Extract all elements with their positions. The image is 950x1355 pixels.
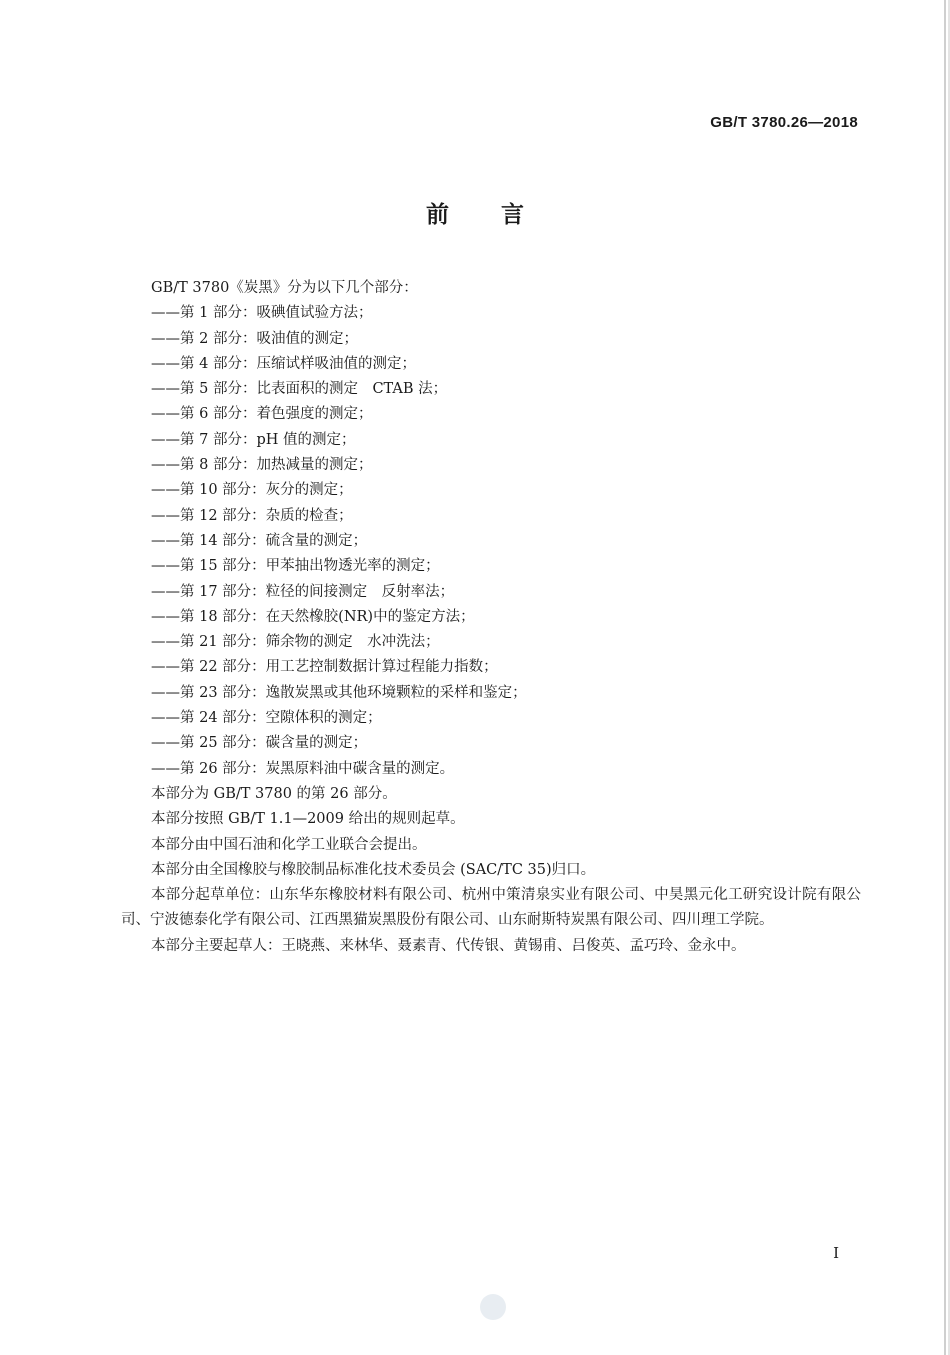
intro-line: GB/T 3780《炭黑》分为以下几个部分： — [151, 280, 418, 296]
proposed-by: 本部分由中国石油和化学工业联合会提出。 — [151, 836, 427, 853]
standard-code: GB/T 3780.26—2018 — [710, 114, 858, 131]
part-item: ——第 12 部分：杂质的检查； — [151, 507, 353, 524]
document-body — [121, 276, 861, 959]
part-item: ——第 1 部分：吸碘值试验方法； — [151, 305, 373, 322]
part-item: ——第 24 部分：空隙体积的测定； — [151, 710, 382, 727]
part-item: ——第 23 部分：逸散炭黑或其他环境颗粒的采样和鉴定； — [151, 684, 527, 701]
page-number: I — [833, 1244, 839, 1262]
part-item: ——第 17 部分：粒径的间接测定 反射率法； — [151, 583, 455, 600]
part-item: ——第 2 部分：吸油值的测定； — [151, 330, 358, 347]
watermark-logo-icon — [480, 1294, 506, 1320]
part-item: ——第 18 部分：在天然橡胶(NR)中的鉴定方法； — [151, 608, 475, 625]
part-item: ——第 21 部分：筛余物的测定 水冲洗法； — [151, 634, 440, 651]
part-item: ——第 14 部分：硫含量的测定； — [151, 532, 368, 549]
part-item: ——第 22 部分：用工艺控制数据计算过程能力指数； — [151, 659, 498, 676]
drafting-units: 本部分起草单位：山东华东橡胶材料有限公司、杭州中策清泉实业有限公司、中昊黑元化工研究设计院有限公司、宁波德泰化学有限公司、江西黑猫炭黑股份有限公司、山东耐斯特炭黑有限公司、四川理工学院。 — [121, 887, 861, 929]
part-item: ——第 8 部分：加热减量的测定； — [151, 457, 373, 474]
part-list — [121, 301, 861, 782]
part-item: ——第 25 部分：碳含量的测定； — [151, 735, 368, 752]
part-item: ——第 15 部分：甲苯抽出物透光率的测定； — [151, 558, 440, 575]
drafting-rules: 本部分按照 GB/T 1.1—2009 给出的规则起草。 — [151, 811, 465, 828]
page-title: 前言 — [426, 202, 576, 228]
part-item: ——第 26 部分：炭黑原料油中碳含量的测定。 — [151, 760, 455, 777]
part-item: ——第 10 部分：灰分的测定； — [151, 482, 353, 499]
part-statement: 本部分为 GB/T 3780 的第 26 部分。 — [151, 785, 397, 802]
part-item: ——第 6 部分：着色强度的测定； — [151, 406, 373, 423]
part-item: ——第 4 部分：压缩试样吸油值的测定； — [151, 355, 416, 372]
part-item: ——第 5 部分：比表面积的测定 CTAB 法； — [151, 381, 448, 398]
main-drafters: 本部分主要起草人：王晓燕、来林华、聂素青、代传银、黄锡甫、吕俊英、孟巧玲、金永中。 — [151, 937, 746, 954]
managed-by: 本部分由全国橡胶与橡胶制品标准化技术委员会 (SAC/TC 35)归口。 — [151, 861, 596, 878]
part-item: ——第 7 部分：pH 值的测定； — [151, 431, 356, 448]
